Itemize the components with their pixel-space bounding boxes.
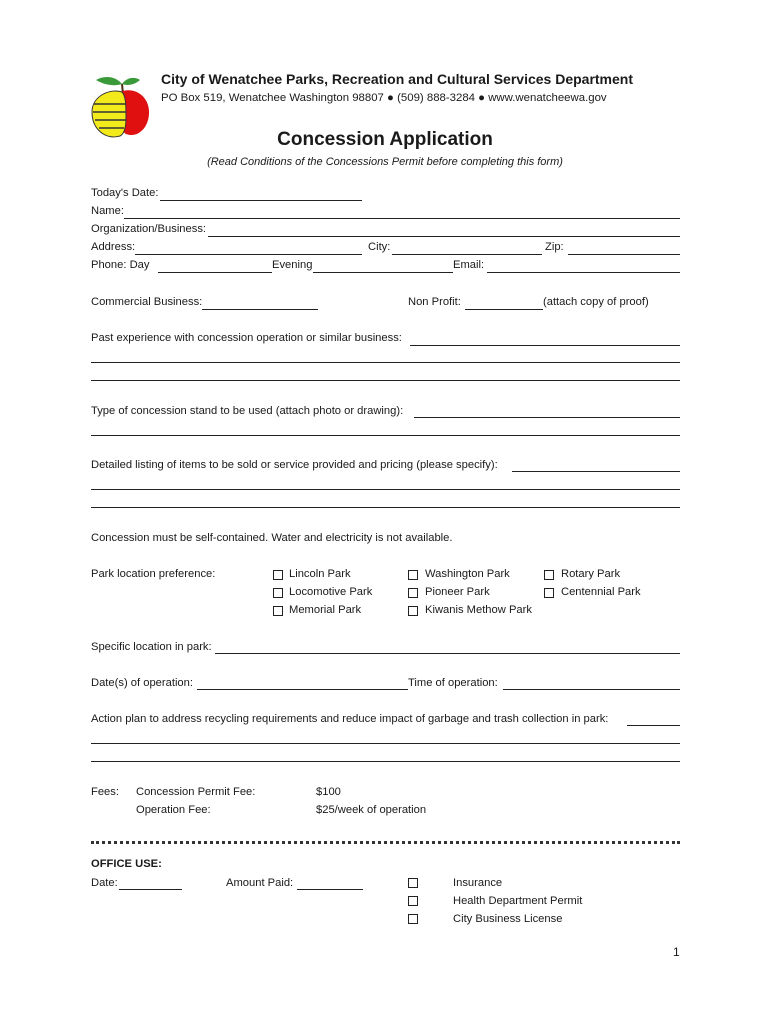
non-profit-note: (attach copy of proof) [543, 296, 649, 308]
office-checkbox-health-permit[interactable] [408, 896, 418, 906]
park-checkbox-memorial[interactable] [273, 606, 283, 616]
past-experience-line[interactable] [91, 380, 680, 381]
phone-day-field[interactable] [158, 272, 272, 273]
park-option-centennial: Centennial Park [561, 586, 641, 598]
operation-fee-label: Operation Fee: [136, 804, 211, 816]
operation-fee-value: $25/week of operation [316, 804, 427, 816]
dates-operation-field[interactable] [197, 689, 408, 690]
office-separator [91, 841, 680, 844]
park-option-locomotive: Locomotive Park [289, 586, 373, 598]
park-option-lincoln: Lincoln Park [289, 568, 351, 580]
action-plan-line[interactable] [91, 743, 680, 744]
address-label: Address: [91, 241, 136, 253]
address-field[interactable] [135, 254, 362, 255]
items-listing-label: Detailed listing of items to be sold or service provided and pricing (please specify): [91, 459, 498, 471]
page-title: Concession Application [277, 129, 493, 150]
email-field[interactable] [487, 272, 680, 273]
office-check-health-permit: Health Department Permit [453, 895, 583, 907]
dates-operation-label: Date(s) of operation: [91, 677, 193, 689]
page-number: 1 [673, 945, 680, 959]
park-checkbox-pioneer[interactable] [408, 588, 418, 598]
phone-day-label: Phone: Day [91, 259, 150, 271]
time-operation-field[interactable] [503, 689, 680, 690]
city-label: City: [368, 241, 391, 253]
non-profit-field[interactable] [465, 309, 543, 310]
past-experience-line[interactable] [91, 362, 680, 363]
park-checkbox-centennial[interactable] [544, 588, 554, 598]
fees-label: Fees: [91, 786, 119, 798]
amount-paid-label: Amount Paid: [226, 877, 294, 889]
office-checkbox-business-license[interactable] [408, 914, 418, 924]
stand-type-label: Type of concession stand to be used (attach photo or drawing): [91, 405, 404, 417]
time-operation-label: Time of operation: [408, 677, 498, 689]
specific-location-field[interactable] [215, 653, 680, 654]
items-listing-field[interactable] [512, 471, 680, 472]
stand-type-field[interactable] [414, 417, 680, 418]
office-date-field[interactable] [119, 889, 182, 890]
action-plan-field[interactable] [627, 725, 680, 726]
park-checkbox-kiwanis[interactable] [408, 606, 418, 616]
items-listing-line[interactable] [91, 507, 680, 508]
park-checkbox-rotary[interactable] [544, 570, 554, 580]
park-checkbox-locomotive[interactable] [273, 588, 283, 598]
email-label: Email: [453, 259, 485, 271]
organization-field[interactable] [208, 236, 680, 237]
city-field[interactable] [392, 254, 542, 255]
amount-paid-field[interactable] [297, 889, 363, 890]
items-listing-line[interactable] [91, 489, 680, 490]
commercial-business-field[interactable] [202, 309, 318, 310]
department-address: PO Box 519, Wenatchee Washington 98807 ● (509) 888-3284 ● www.wenatcheewa.gov [161, 92, 607, 104]
park-preference-label: Park location preference: [91, 568, 216, 580]
park-checkbox-lincoln[interactable] [273, 570, 283, 580]
name-label: Name: [91, 205, 124, 217]
park-checkbox-washington[interactable] [408, 570, 418, 580]
permit-fee-value: $100 [316, 786, 341, 798]
office-check-insurance: Insurance [453, 877, 503, 889]
office-check-business-license: City Business License [453, 913, 563, 925]
office-checkbox-insurance[interactable] [408, 878, 418, 888]
park-option-pioneer: Pioneer Park [425, 586, 490, 598]
todays-date-field[interactable] [160, 200, 362, 201]
page-subtitle: (Read Conditions of the Concessions Permit before completing this form) [207, 156, 563, 168]
past-experience-label: Past experience with concession operation or similar business: [91, 332, 402, 344]
non-profit-label: Non Profit: [408, 296, 461, 308]
stand-type-line[interactable] [91, 435, 680, 436]
specific-location-label: Specific location in park: [91, 641, 212, 653]
office-use-heading: OFFICE USE: [91, 858, 162, 870]
zip-field[interactable] [568, 254, 680, 255]
park-option-kiwanis: Kiwanis Methow Park [425, 604, 532, 616]
past-experience-field[interactable] [410, 345, 680, 346]
action-plan-label: Action plan to address recycling requirements and reduce impact of garbage and trash collection in park: [91, 713, 609, 725]
organization-label: Organization/Business: [91, 223, 207, 235]
self-contained-notice: Concession must be self-contained. Water and electricity is not available. [91, 532, 453, 544]
phone-evening-field[interactable] [313, 272, 453, 273]
permit-fee-label: Concession Permit Fee: [136, 786, 256, 798]
park-option-rotary: Rotary Park [561, 568, 621, 580]
department-name: City of Wenatchee Parks, Recreation and Cultural Services Department [161, 71, 634, 87]
action-plan-line[interactable] [91, 761, 680, 762]
office-date-label: Date: [91, 877, 118, 889]
phone-evening-label: Evening [272, 259, 313, 271]
zip-label: Zip: [545, 241, 564, 253]
name-field[interactable] [124, 218, 680, 219]
todays-date-label: Today's Date: [91, 187, 159, 199]
park-option-washington: Washington Park [425, 568, 510, 580]
park-option-memorial: Memorial Park [289, 604, 362, 616]
commercial-business-label: Commercial Business: [91, 296, 203, 308]
